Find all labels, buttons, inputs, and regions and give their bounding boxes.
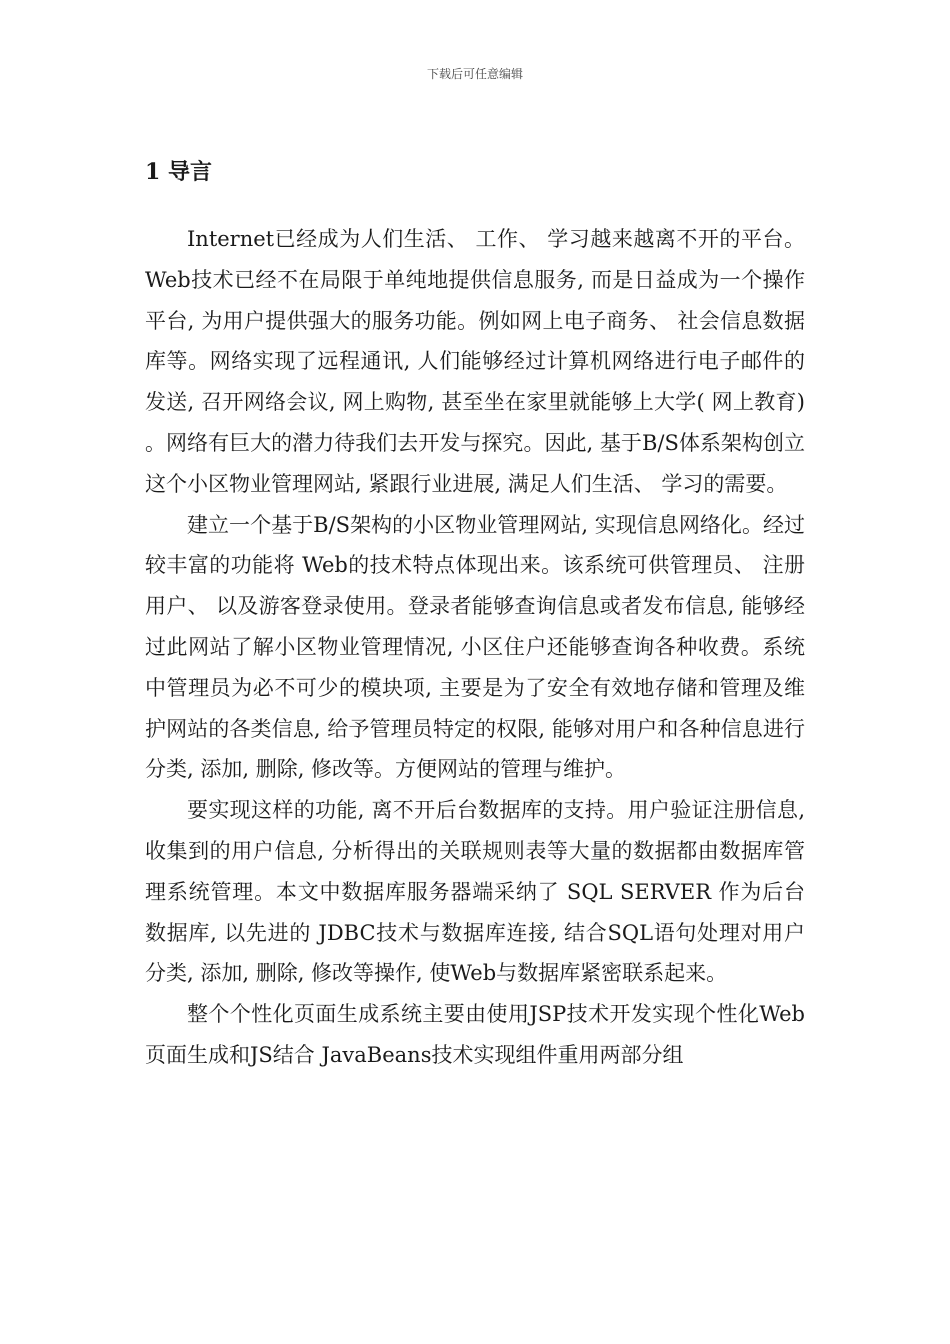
section-title: 1 导言 bbox=[145, 159, 212, 185]
paragraph-2: 建立一个基于B/S架构的小区物业管理网站, 实现信息网络化。经过较丰富的功能将 Web的技术特点体现出来。该系统可供管理员、 注册用户、 以及游客登录使用。登录者能够查询信息或者发布信息, 能够经过此网站了解小区物业管理情况, 小区住户还能够查询各种收费。系统中管理员为必不可少的模块项, 主要是为了安全有效地存储和管理及维护网站的各类信息, 给予管理员特定的权限, 能够对用户和各种信息进行分类, 添加, 删除, 修改等。方便网站的管理与维护。 bbox=[145, 512, 805, 782]
page-header: 下载后可任意编辑 bbox=[426, 67, 523, 81]
paragraph-1: Internet已经成为人们生活、 工作、 学习越来越离不开的平台。Web技术已经不在局限于单纯地提供信息服务, 而是日益成为一个操作平台, 为用户提供强大的服务功能。例如网上电子商务、 社会信息数据库等。网络实现了远程通讯, 人们能够经过计算机网络进行电子邮件的发送, 召开网络会议, 网上购物, 甚至坐在家里就能够上大学( 网上教育) 。网络有巨大的潜力待我们去开发与探究。因此, 基于B/S体系架构创立这个小区物业管理网站, 紧跟行业进展, 满足人们生活、 学习的需要。 bbox=[145, 227, 805, 496]
paragraph-3: 要实现这样的功能, 离不开后台数据库的支持。用户验证注册信息, 收集到的用户信息, 分析得出的关联规则表等大量的数据都由数据库管理系统管理。本文中数据库服务器端采纳了 SQL SERVER 作为后台数据库, 以先进的 JDBC技术与数据库连接, 结合SQL语句处理对用户分类, 添加, 删除, 修改等操作, 使Web与数据库紧密联系起来。 bbox=[145, 798, 805, 986]
paragraph-4: 整个个性化页面生成系统主要由使用JSP技术开发实现个性化Web页面生成和JS结合 JavaBeans技术实现组件重用两部分组 bbox=[145, 1002, 805, 1067]
document-body bbox=[145, 219, 805, 1076]
